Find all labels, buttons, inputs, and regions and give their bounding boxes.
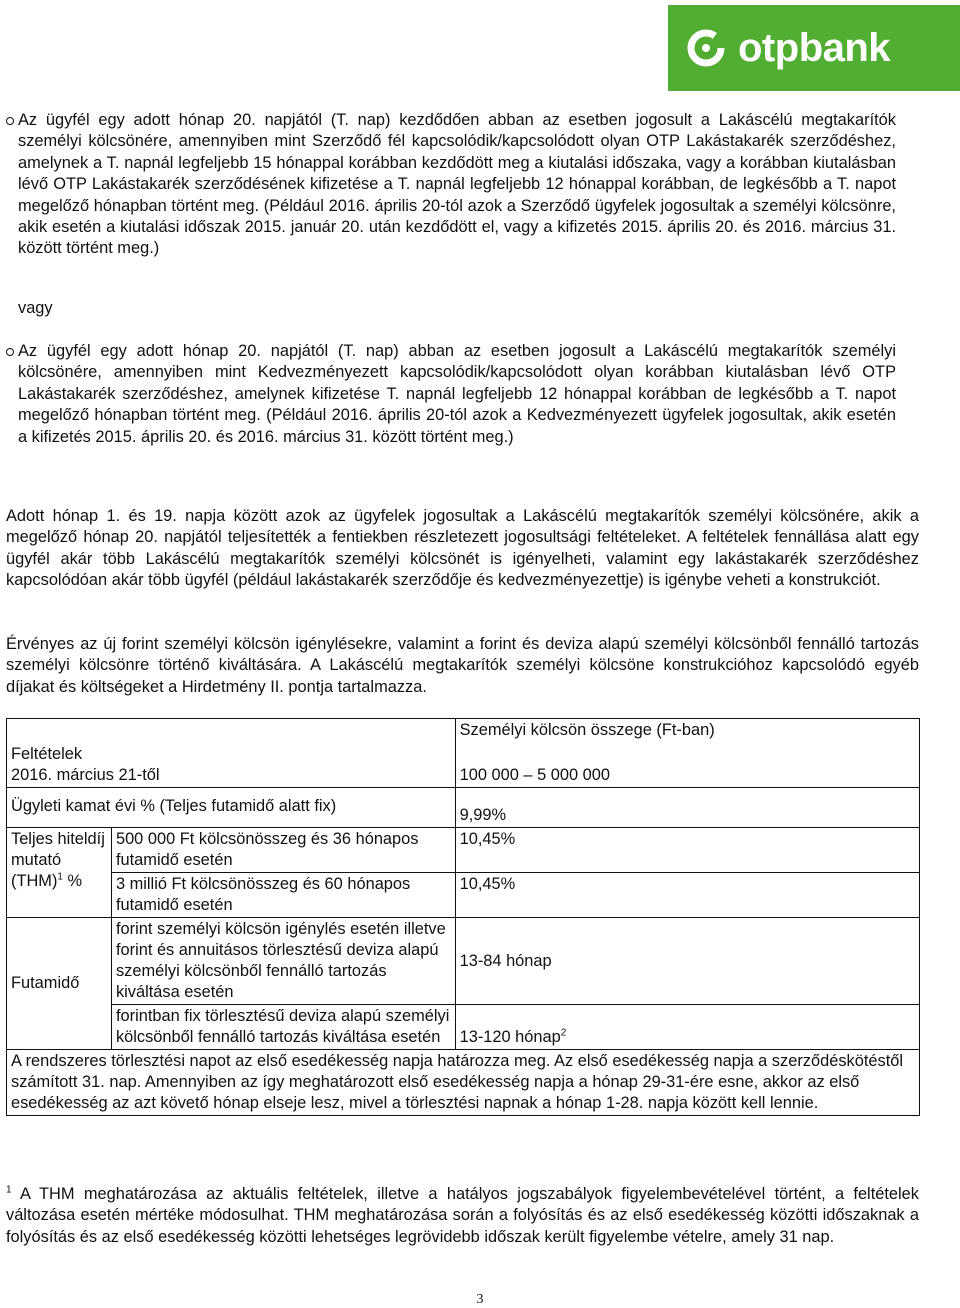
term-condition-1: forint személyi kölcsön igénylés esetén illetve forint és annuitásos törlesztésű deviza alapú személyi kölcsönből fennálló tartozás kiváltása esetén	[111, 918, 455, 1005]
table-row	[7, 788, 920, 828]
thm-condition-2: 3 millió Ft kölcsönösszeg és 60 hónapos futamidő esetén	[111, 873, 455, 918]
bullet-item-1	[0, 110, 960, 260]
conditions-label: Feltételek	[11, 745, 83, 763]
repayment-note: A rendszeres törlesztési napot az első esedékesség napja határozza meg. Az első esedékesség napja a szerződéskötéstől számított 31. nap. Amennyiben az így meghatározott első esedékesség napja a hónap 29-31-ére esne, akkor az első esedékesség az azt követő hónap elseje lesz, mivel a törlesztési napnak a hónap 1-28. napja között kell lennie.	[7, 1050, 920, 1116]
footnote	[6, 1184, 919, 1248]
validity-paragraph: Érvényes az új forint személyi kölcsön igénylésekre, valamint a forint és deviza alapú személyi kölcsönből fennálló tartozás személyi kölcsönre történő kiváltására. A Lakáscélú megtakarítók személyi kölcsöne konstrukcióhoz kapcsolódó egyéb díjakat és költségeket a Hirdetmény II. pontja tartalmazza.	[6, 635, 919, 696]
table-row	[7, 1050, 920, 1116]
term-value-2: 13-120 hónap	[459, 1028, 561, 1046]
term-footnote-marker: 2	[560, 1027, 567, 1039]
term-value-2-cell	[455, 1005, 919, 1050]
interest-label: Ügyleti kamat évi % (Teljes futamidő alatt fix)	[7, 788, 456, 828]
otp-logo-icon	[686, 28, 726, 68]
thm-value-1: 10,45%	[455, 828, 919, 873]
conditions-table	[6, 718, 920, 1116]
page-number: 3	[476, 1292, 484, 1307]
table-row	[7, 1005, 920, 1050]
interest-value: 9,99%	[455, 788, 919, 828]
thm-condition-1: 500 000 Ft kölcsönösszeg és 36 hónapos futamidő esetén	[111, 828, 455, 873]
bullet-text: Az ügyfél egy adott hónap 20. napjától (T. nap) kezdődően abban az esetben jogosult a Lakáscélú megtakarítók személyi kölcsönére, amennyiben mint Szerződő fél kapcsolódik/kapcsolódott olyan OTP Lakástakarék szerződéshez, amelynek a T. napnál legfeljebb 15 hónappal korábban kezdődött meg a kiutalási időszaka, vagy a korábban kiutalásban lévő OTP Lakástakarék szerződésének kifizetése a T. napnál legfeljebb 12 hónappal korábban, de legkésőbb a T. napot megelőző hónapban történt meg. (Például 2016. április 20-tól azok a Szerződő ügyfelek jogosultak a személyi kölcsönre, akik esetén a kiutalási időszak 2015. január 20. után kezdődött el, vagy a kifizetés 2015. április 20. és 2016. március 31. között történt meg.)	[18, 111, 896, 258]
bullet-item-2	[0, 341, 960, 448]
table-row	[7, 828, 920, 873]
term-label: Futamidő	[7, 918, 112, 1050]
footnote-text: A THM meghatározása az aktuális feltételek, illetve a hatályos jogszabályok figyelembevételével történt, a feltételek változása esetén mértéke módosulhat. THM meghatározása során a folyósítás és az első esedékesség közötti időszaknak a folyósítás és az első esedékesség közötti lehetséges legrövidebb időszak került figyelembe vételre, amely 31 nap.	[6, 1185, 919, 1246]
connector-text: vagy	[18, 299, 53, 317]
thm-unit: %	[62, 872, 83, 890]
term-value-1: 13-84 hónap	[455, 918, 919, 1005]
thm-label: Teljes hiteldíj mutató (THM)	[11, 830, 105, 890]
table-row	[7, 873, 920, 918]
amount-cell	[455, 719, 919, 788]
amount-header: Személyi kölcsön összege (Ft-ban)	[459, 721, 715, 739]
brand-wordmark: otpbank	[738, 25, 891, 70]
term-condition-2: forintban fix törlesztésű deviza alapú személyi kölcsönből fennálló tartozás kiváltása esetén	[111, 1005, 455, 1050]
bullet-icon	[6, 117, 14, 125]
thm-value-2: 10,45%	[455, 873, 919, 918]
thm-label-cell	[7, 828, 112, 918]
table-row	[7, 918, 920, 1005]
eligibility-paragraph: Adott hónap 1. és 19. napja között azok az ügyfelek jogosultak a Lakáscélú megtakarítók személyi kölcsönére, akik a megelőző hónap 20. napjától teljesítették a fentiekben részletezett jogosultsági feltételeket. A feltételek fennállása alatt egy ügyfél akár több Lakáscélú megtakarítók személyi kölcsönét is igényelheti, valamint egy lakástakarék szerződéshez kapcsolódóan akár több ügyfél (például lakástakarék szerződője és kedvezményezettje) is igénybe veheti a konstrukciót.	[6, 507, 919, 590]
bullet-icon	[6, 348, 14, 356]
thm-footnote-marker: 1	[57, 871, 63, 883]
bullet-text: Az ügyfél egy adott hónap 20. napjától (T. nap) abban az esetben jogosult a Lakáscélú megtakarítók személyi kölcsönére, amennyiben mint Kedvezményezett kapcsolódik/kapcsolódott olyan korábban kiutalásban lévő OTP Lakástakarék szerződéshez, amelynek kifizetése T. napnál legfeljebb 12 hónappal korábban de legkésőbb a T. napot megelőző hónapban történt meg. (Például 2016. április 20-tól azok a Kedvezményezett ügyfelek jogosultak, akik esetén a kifizetés 2015. április 20. és 2016. március 31. között történt meg.)	[18, 342, 896, 446]
conditions-cell	[7, 719, 456, 788]
otpbank-logo	[668, 5, 960, 91]
table-row	[7, 719, 920, 788]
footnote-marker: 1	[6, 1184, 12, 1196]
amount-range: 100 000 – 5 000 000	[459, 766, 610, 784]
conditions-date: 2016. március 21-től	[11, 766, 160, 784]
